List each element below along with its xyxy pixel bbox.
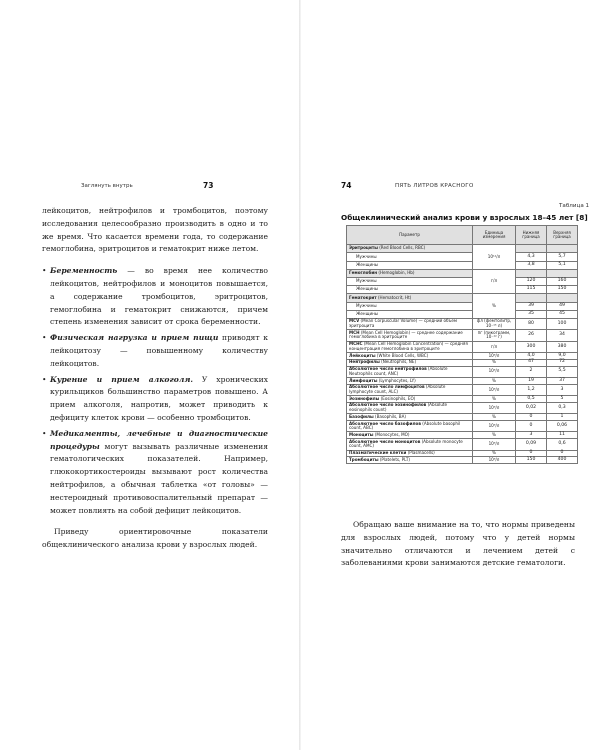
column-header: Верхняя граница bbox=[547, 226, 578, 245]
lower-value: 26 bbox=[516, 330, 547, 341]
table-row bbox=[347, 294, 578, 302]
column-header: Нижняя граница bbox=[516, 226, 547, 245]
lower-value: 0 bbox=[516, 414, 547, 421]
upper-value: 5,1 bbox=[547, 261, 578, 269]
paragraph: Обращаю ваше внимание на то, что нормы приведены для взрослых людей, потому что у детей нормы значительно отличаются и лечением детей с заболеваниями крови занимаются детские гематологи. bbox=[341, 520, 575, 568]
param-cell: Нейтрофилы (Neutrophils, NE) bbox=[347, 359, 473, 366]
table-row bbox=[347, 396, 578, 403]
lower-value: 80 bbox=[516, 318, 547, 329]
paragraph: лейкоцитов, нейтрофилов и тромбоцитов, поэтому исследования целесообразно производить в одно и то же время. Что касается времени года, то содержание гемоглобина, эритроцитов и гематокрит ниже летом. bbox=[42, 206, 268, 254]
param-cell: Эозинофилы (Eosinophils, EO) bbox=[347, 396, 473, 403]
column-header: Параметр bbox=[347, 226, 473, 245]
upper-value: 0,06 bbox=[547, 421, 578, 432]
table-title: Общеклинический анализ крови у взрослых 18–45 лет [8] bbox=[341, 213, 588, 222]
param-cell: Женщины bbox=[347, 310, 473, 318]
upper-value: 3 bbox=[547, 384, 578, 395]
param-cell: Моноциты (Monocytes, MO) bbox=[347, 432, 473, 439]
unit-cell: 10⁹/л bbox=[473, 366, 516, 377]
bullet-item: • Физическая нагрузка и прием пищи приводят к лейкоцитозу — повышенному количеству лейкоцитов. bbox=[42, 333, 268, 368]
lower-value: 4,0 bbox=[516, 353, 547, 360]
unit-cell: % bbox=[473, 294, 516, 319]
table-label: Таблица 1 bbox=[559, 203, 590, 209]
bullet-item: • Беременность — во время нее количество лейкоцитов, нейтрофилов и моноцитов повышается, а содержание тромбоцитов, эритроцитов, гемоглобина и гематокрит снижаются, причем степень изменения зависит от срока беременности. bbox=[42, 266, 268, 327]
table-row bbox=[347, 432, 578, 439]
upper-value: 1 bbox=[547, 414, 578, 421]
column-header: Единица измерения bbox=[473, 226, 516, 245]
upper-value: 150 bbox=[547, 286, 578, 294]
param-cell: Мужчины bbox=[347, 277, 473, 285]
param-cell: Женщины bbox=[347, 261, 473, 269]
bullet-term: Курение и прием алкоголя. bbox=[50, 374, 194, 384]
lower-value: 115 bbox=[516, 286, 547, 294]
param-cell: Тромбоциты (Platelets, PLT) bbox=[347, 457, 473, 464]
lower-value: 3,8 bbox=[516, 261, 547, 269]
param-cell: Абсолютное число моноцитов (Absolute monocyte count, AMC) bbox=[347, 439, 473, 450]
table-row bbox=[347, 330, 578, 341]
running-head: ПЯТЬ ЛИТРОВ КРАСНОГО bbox=[395, 183, 474, 189]
left-page bbox=[0, 0, 299, 750]
unit-cell: 10⁹/л bbox=[473, 402, 516, 413]
body-text bbox=[42, 205, 268, 552]
upper-value: 11 bbox=[547, 432, 578, 439]
upper-value: 100 bbox=[547, 318, 578, 329]
upper-value: 0,6 bbox=[547, 439, 578, 450]
upper-value: 5,7 bbox=[547, 253, 578, 261]
lower-value: 47 bbox=[516, 359, 547, 366]
upper-value: 0 bbox=[547, 450, 578, 457]
unit-cell: 10⁹/л bbox=[473, 353, 516, 360]
param-cell: Гемоглобин (Hemoglobin, Hb) bbox=[347, 269, 473, 277]
upper-value: 160 bbox=[547, 277, 578, 285]
upper-value: 5 bbox=[547, 396, 578, 403]
param-cell: Лейкоциты (White Blood Cells, WBC) bbox=[347, 353, 473, 360]
unit-cell: 10⁹/л bbox=[473, 439, 516, 450]
param-cell: Абсолютное число лимфоцитов (Absolute lymphocyte count, ALC) bbox=[347, 384, 473, 395]
lower-value: 0 bbox=[516, 421, 547, 432]
upper-value: 400 bbox=[547, 457, 578, 464]
unit-cell: пг (пикограмм, 10⁻¹² г) bbox=[473, 330, 516, 341]
unit-cell: 10⁹/л bbox=[473, 457, 516, 464]
unit-cell: 10¹²/л bbox=[473, 245, 516, 270]
unit-cell: г/л bbox=[473, 269, 516, 294]
lower-value: 150 bbox=[516, 457, 547, 464]
table-row bbox=[347, 286, 578, 294]
table-row bbox=[347, 353, 578, 360]
param-cell: Лимфоциты (Lymphocytes, LY) bbox=[347, 377, 473, 384]
upper-value: 49 bbox=[547, 302, 578, 310]
table-row bbox=[347, 457, 578, 464]
upper-value: 72 bbox=[547, 359, 578, 366]
lower-value: 19 bbox=[516, 377, 547, 384]
lower-value: 1,2 bbox=[516, 384, 547, 395]
param-cell: Абсолютное число эозинофилов (Absolute eosinophils count) bbox=[347, 402, 473, 413]
param-cell: Мужчины bbox=[347, 253, 473, 261]
bullet-term: Физическая нагрузка и прием пищи bbox=[50, 333, 219, 343]
table-row bbox=[347, 310, 578, 318]
param-cell: Гематокрит (Hematocrit, Ht) bbox=[347, 294, 473, 302]
unit-cell: % bbox=[473, 432, 516, 439]
bullet-text: У хронических курильщиков большинство параметров повышено. А прием алкоголя, напротив, может приводить к дефициту клеток крови — особенно тромбоцитов. bbox=[50, 374, 268, 422]
bullet-term: Медикаменты, лечебные и диагностические процедуры bbox=[50, 428, 268, 451]
param-cell: Женщины bbox=[347, 286, 473, 294]
lower-value: 0,09 bbox=[516, 439, 547, 450]
bullet-term: Беременность bbox=[50, 266, 118, 276]
bullet-text: могут вызывать различные изменения гематологических показателей. Например, глюкокортикостероиды вызывают рост количества нейтрофилов, а обычная таблетка «от головы» — нестероидный противовоспалительный препарат — может повлиять на собой дефицит лейкоцитов. bbox=[50, 441, 268, 515]
param-cell: Эритроциты (Red Blood Cells, RBC) bbox=[347, 245, 473, 253]
table-row bbox=[347, 402, 578, 413]
table-row bbox=[347, 384, 578, 395]
table-row bbox=[347, 269, 578, 277]
table-row bbox=[347, 439, 578, 450]
bullet-item: • Медикаменты, лечебные и диагностические процедуры могут вызывать различные изменения гематологических показателей. Например, глюкокортикостероиды вызывают рост количества нейтрофилов, а обычная таблетка «от головы» — нестероидный противовоспалительный препарат — может повлиять на собой дефицит лейкоцитов. bbox=[42, 428, 268, 515]
lower-value: 0 bbox=[516, 450, 547, 457]
lower-value: 3 bbox=[516, 432, 547, 439]
bullet-item: • Курение и прием алкоголя. У хронических курильщиков большинство параметров повышено. А прием алкоголя, напротив, может приводить к дефициту клеток крови — особенно тромбоцитов. bbox=[42, 374, 268, 422]
table-row bbox=[347, 359, 578, 366]
param-cell: MCV (Mean Corpuscular Volume) — средний объем эритроцита bbox=[347, 318, 473, 329]
lower-value: 300 bbox=[516, 341, 547, 352]
table-row bbox=[347, 261, 578, 269]
table-row bbox=[347, 414, 578, 421]
paragraph: Приведу ориентировочные показатели общеклинического анализа крови у взрослых людей. bbox=[42, 527, 268, 550]
table-row bbox=[347, 450, 578, 457]
unit-cell: 10⁹/л bbox=[473, 421, 516, 432]
table-row bbox=[347, 421, 578, 432]
param-cell: Базофилы (Basophils, BA) bbox=[347, 414, 473, 421]
param-cell: Мужчины bbox=[347, 302, 473, 310]
param-cell: MCHC (Mean Cell Hemoglobin Concentration) — средняя концентрация гемоглобина в эритроците bbox=[347, 341, 473, 352]
lower-value: 39 bbox=[516, 302, 547, 310]
unit-cell: % bbox=[473, 396, 516, 403]
param-cell: Абсолютное число нейтрофилов (Absolute Neutrophils count, ANC) bbox=[347, 366, 473, 377]
unit-cell: г/л bbox=[473, 341, 516, 352]
right-page bbox=[301, 0, 600, 750]
lower-value: 35 bbox=[516, 310, 547, 318]
table-row bbox=[347, 318, 578, 329]
running-head: Заглянуть внутрь bbox=[81, 183, 133, 189]
table-row bbox=[347, 245, 578, 253]
param-cell: MCH (Mean Cell Hemoglobin) — среднее содержание гемоглобина в эритроците bbox=[347, 330, 473, 341]
body-text bbox=[341, 519, 575, 570]
blood-test-table bbox=[346, 225, 578, 464]
table-row bbox=[347, 253, 578, 261]
bullet-text: — во время нее количество лейкоцитов, нейтрофилов и моноцитов повышается, а содержание тромбоцитов, эритроцитов, гемоглобина и гематокрит снижаются, причем степень изменения зависит от срока беременности. bbox=[50, 266, 268, 327]
unit-cell: % bbox=[473, 450, 516, 457]
upper-value: 9,0 bbox=[547, 353, 578, 360]
lower-value: 0,5 bbox=[516, 396, 547, 403]
upper-value: 37 bbox=[547, 377, 578, 384]
table-row bbox=[347, 377, 578, 384]
param-cell: Абсолютное число базофилов (Absolute basophil count, ABC) bbox=[347, 421, 473, 432]
page-number: 74 bbox=[341, 181, 352, 190]
table-row bbox=[347, 277, 578, 285]
unit-cell: фл (фемтолитр, 10⁻¹⁵ л) bbox=[473, 318, 516, 329]
upper-value: 380 bbox=[547, 341, 578, 352]
lower-value: 4,3 bbox=[516, 253, 547, 261]
unit-cell: % bbox=[473, 414, 516, 421]
unit-cell: % bbox=[473, 359, 516, 366]
lower-value: 120 bbox=[516, 277, 547, 285]
upper-value: 5,5 bbox=[547, 366, 578, 377]
upper-value: 34 bbox=[547, 330, 578, 341]
page-number: 73 bbox=[203, 181, 214, 190]
param-cell: Плазматические клетки (Plasmacells) bbox=[347, 450, 473, 457]
table-row bbox=[347, 302, 578, 310]
lower-value: 2 bbox=[516, 366, 547, 377]
unit-cell: 10⁹/л bbox=[473, 384, 516, 395]
table-row bbox=[347, 366, 578, 377]
upper-value: 45 bbox=[547, 310, 578, 318]
unit-cell: % bbox=[473, 377, 516, 384]
lower-value: 0,02 bbox=[516, 402, 547, 413]
table-row bbox=[347, 341, 578, 352]
bullet-text: приводят к лейкоцитозу — повышенному количеству лейкоцитов. bbox=[50, 333, 268, 368]
upper-value: 0,3 bbox=[547, 402, 578, 413]
